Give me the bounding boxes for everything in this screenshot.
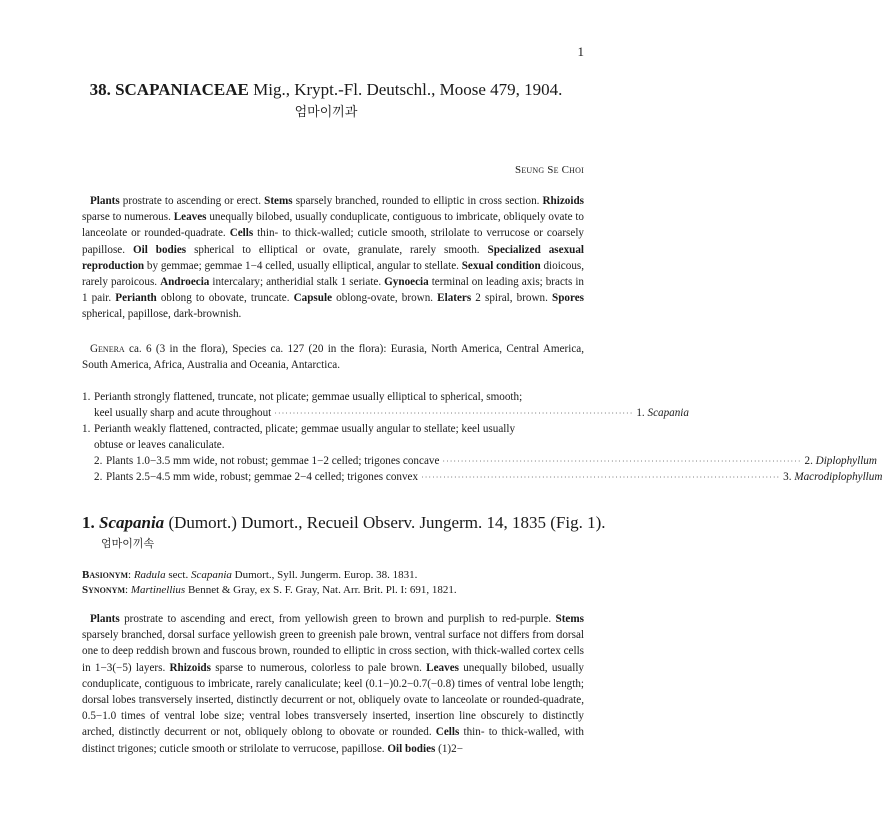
- desc-text: 2 spiral, brown.: [471, 292, 552, 305]
- desc-text: oblong to obovate, truncate.: [156, 292, 294, 305]
- basionym-rank: sect.: [165, 569, 191, 581]
- key-text: obtuse or leaves canaliculate.: [94, 439, 225, 452]
- key-text: Perianth weakly flattened, contracted, plicate; gemmae usually angular to stellate; keel usually: [94, 423, 516, 435]
- desc-label: Plants: [90, 613, 120, 625]
- desc-label: Leaves: [173, 211, 207, 224]
- desc-text: unequally bilobed, usually conduplicate, contiguous to imbricate, rarely canaliculate; keel (0.1−)0.2−0.7(−0.8) times of ventral lobe length; dorsal lobes transversely inserted, distinctly decurrent or not, obliquely ovate to lanceolate or rounded-quadrate, 0.5−1.0 times of ventral lobe size; ventral lobes transversely inserted, insertion line obscurely to distinctly arched, distinctly decurrent or not, obliquely oblong to obovate or rounded.: [82, 661, 584, 739]
- synonym-name: Martinellius: [130, 584, 186, 596]
- desc-label: Stems: [264, 195, 293, 207]
- key-couplet-2b: [82, 469, 882, 486]
- basionym-section: Scapania: [190, 569, 232, 581]
- desc-label: Cells: [229, 227, 254, 240]
- desc-label: Oil bodies: [387, 742, 436, 755]
- key-leader-line: [82, 453, 877, 470]
- genus-heading: [82, 513, 606, 533]
- desc-label: Elaters: [437, 292, 472, 305]
- family-citation: Mig., Krypt.-Fl. Deutschl., Moose 479, 1904.: [253, 80, 563, 99]
- basionym-name: Radula: [133, 569, 166, 581]
- desc-label: Stems: [555, 613, 584, 625]
- basionym-line: [82, 568, 417, 583]
- basionym-citation: Dumort., Syll. Jungerm. Europ. 38. 1831.: [231, 569, 418, 581]
- leader-dots: ··································································································: [442, 457, 802, 466]
- desc-label: Androecia: [160, 276, 210, 289]
- desc-text: prostrate to ascending or erect.: [119, 195, 265, 207]
- key-result-number: 2.: [804, 455, 813, 467]
- key-couplet-1b: [82, 421, 584, 453]
- genus-number: 1.: [82, 513, 95, 532]
- key-number: 2.: [94, 471, 103, 483]
- key-result: [636, 405, 689, 421]
- separator: :: [125, 584, 131, 596]
- key-number: 1.: [82, 391, 91, 403]
- key-text: keel usually sharp and acute throughout: [94, 407, 272, 420]
- basionym-label: Basionym: [82, 569, 129, 581]
- key-result-genus: Macrodiplophyllum: [794, 471, 882, 483]
- desc-text: thin- to thick-walled, with distinct trigones; cuticle smooth or strilolate to verrucose, papillose.: [82, 726, 584, 755]
- key-result-genus: Diplophyllum: [815, 455, 877, 467]
- desc-text: prostrate to ascending and erect, from yellowish green to brown and purplish to red-purple.: [119, 613, 556, 625]
- family-number: 38.: [89, 80, 111, 99]
- synonym-line: [82, 583, 457, 598]
- family-description: [82, 193, 584, 323]
- synonym-citation: Bennet & Gray, ex S. F. Gray, Nat. Arr. Brit. Pl. I: 691, 1821.: [185, 584, 457, 596]
- separator: :: [128, 569, 134, 581]
- desc-label: Oil bodies: [132, 243, 187, 256]
- genus-korean-name: 엄마이끼속: [101, 537, 155, 550]
- genus-citation: (Dumort.) Dumort., Recueil Observ. Jungerm. 14, 1835 (Fig. 1).: [168, 513, 606, 532]
- desc-label: Gynoecia: [384, 276, 429, 289]
- genera-text: ca. 6 (3 in the flora), Species ca. 127 (20 in the flora): Eurasia, North America, Central America, South America, Africa, Australia and Oceania, Antarctica.: [82, 343, 584, 372]
- desc-text: spherical, papillose, dark-brownish.: [82, 308, 242, 321]
- desc-text: spherical to elliptical or ovate, granulate, rarely smooth.: [186, 243, 488, 256]
- desc-label: Leaves: [426, 661, 459, 674]
- desc-text: thin- to thick-walled; cuticle smooth, strilolate to verrucose or coarsely papillose.: [82, 227, 584, 256]
- key-leader-line: [82, 469, 882, 486]
- key-text: Plants 1.0−3.5 mm wide, not robust; gemmae 1−2 celled; trigones concave: [106, 455, 440, 467]
- key-result: [783, 469, 882, 485]
- desc-label: Perianth: [115, 292, 157, 305]
- genera-label: Genera: [90, 343, 125, 355]
- desc-text: (1)2−: [435, 742, 463, 755]
- desc-text: sparse to numerous, colorless to pale brown.: [210, 661, 427, 674]
- desc-text: unequally bilobed, usually conduplicate, contiguous to imbricate, obliquely ovate to lanceolate or rounded-quadrate.: [82, 211, 584, 240]
- key-text: Perianth strongly flattened, truncate, not plicate; gemmae usually elliptical to spherical, smooth;: [94, 391, 523, 403]
- key-result-genus: Scapania: [647, 407, 689, 420]
- family-heading: [0, 80, 652, 100]
- desc-label: Spores: [552, 292, 584, 305]
- family-name: SCAPANIACEAE: [115, 80, 249, 99]
- key-couplet-2a: [82, 453, 877, 470]
- key-leader-line: [82, 405, 689, 422]
- desc-label: Sexual condition: [461, 259, 541, 272]
- desc-text: by gemmae; gemmae 1−4 celled, usually elliptical, angular to stellate.: [144, 259, 462, 272]
- key-couplet-1a: [82, 389, 689, 422]
- desc-text: sparsely branched, dorsal surface yellowish green to greenish pale brown, ventral surface not differs from dorsal one to deep reddish brown and fuscous brown, rounded to elliptic in cross section, with thick-walled cortex cells in 1−3(−5) layers.: [82, 629, 584, 674]
- desc-text: oblong-ovate, brown.: [332, 292, 438, 305]
- key-number: 2.: [94, 455, 103, 467]
- desc-label: Plants: [90, 195, 120, 207]
- synonym-label: Synonym: [82, 584, 126, 596]
- desc-text: intercalary; antheridial stalk 1 seriate.: [209, 276, 385, 289]
- page-number: 1: [577, 44, 584, 59]
- key-result: [805, 453, 877, 469]
- desc-label: Cells: [435, 726, 460, 739]
- key-result-number: 1.: [636, 407, 645, 420]
- leader-dots: ··································································································: [421, 473, 781, 482]
- genus-description: [82, 611, 584, 757]
- key-result-number: 3.: [783, 471, 792, 483]
- author: Seung Se Choi: [515, 164, 584, 176]
- desc-label: Capsule: [293, 292, 333, 305]
- desc-label: Rhizoids: [542, 195, 584, 207]
- desc-text: terminal on leading axis; bracts in 1 pair.: [82, 276, 584, 305]
- leader-dots: ··································································································: [274, 409, 634, 419]
- key-text: Plants 2.5−4.5 mm wide, robust; gemmae 2−4 celled; trigones convex: [106, 471, 419, 483]
- family-korean-name: 엄마이끼과: [294, 105, 358, 120]
- genera-summary: [82, 341, 584, 373]
- genus-name: Scapania: [99, 513, 165, 532]
- desc-text: sparsely branched, rounded to elliptic in cross section.: [292, 195, 543, 207]
- desc-label: Specialized asexual reproduction: [82, 243, 585, 272]
- desc-label: Rhizoids: [169, 661, 211, 674]
- desc-text: sparse to numerous.: [82, 211, 174, 224]
- key-number: 1.: [82, 423, 91, 435]
- desc-text: dioicous, rarely paroicous.: [82, 259, 585, 289]
